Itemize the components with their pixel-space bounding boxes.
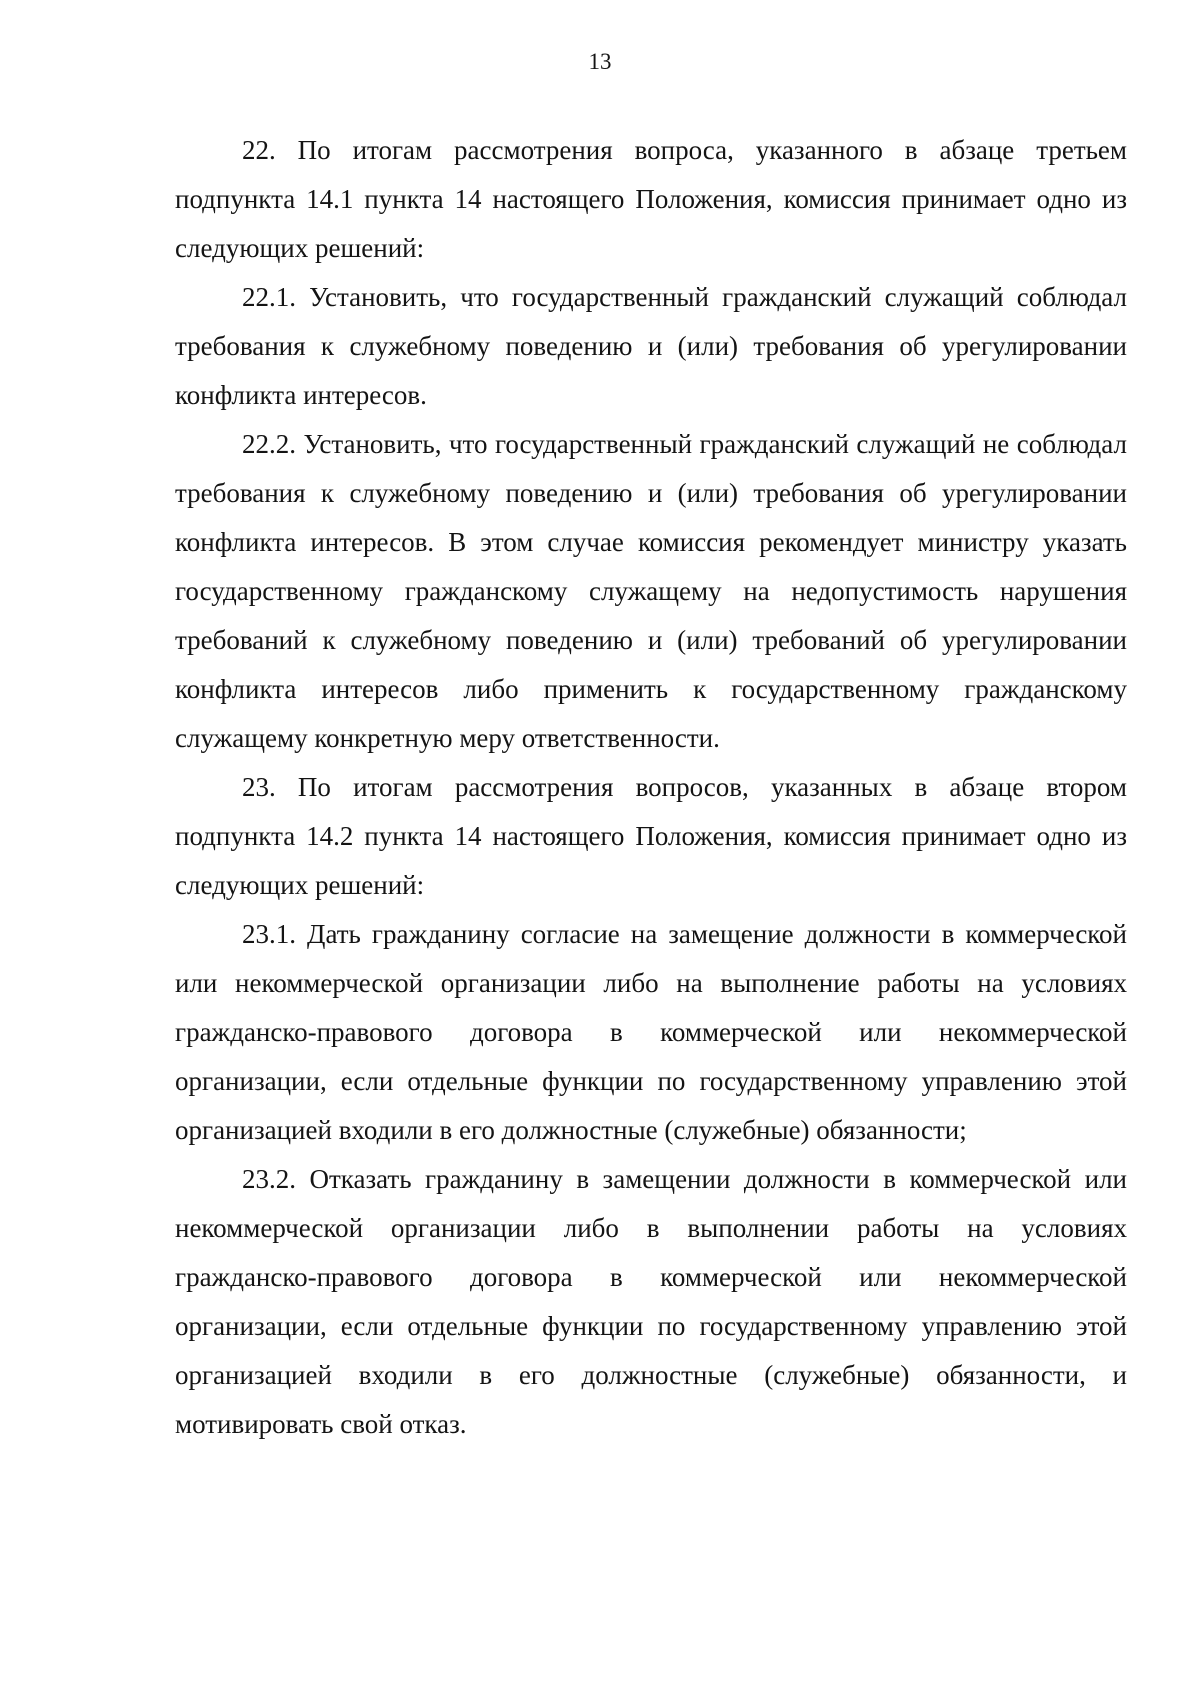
paragraph-22-1: 22.1. Установить, что государственный гражданский служащий соблюдал требования к служебному поведению и (или) требования об урегулировании конфликта интересов.	[175, 282, 1127, 410]
paragraph-22-2: 22.2. Установить, что государственный гражданский служащий не соблюдал требования к служебному поведению и (или) требования об урегулировании конфликта интересов. В этом случае комиссия рекомендует министру указать государственному гражданскому служащему на недопустимость нарушения требований к служебному поведению и (или) требований об урегулировании конфликта интересов либо применить к государственному гражданскому служащему конкретную меру ответственности.	[175, 429, 1127, 753]
paragraph-23-2: 23.2. Отказать гражданину в замещении должности в коммерческой или некоммерческой организации либо в выполнении работы на условиях гражданско-правового договора в коммерческой или некоммерческой организации, если отдельные функции по государственному управлению этой организацией входили в его должностные (служебные) обязанности, и мотивировать свой отказ.	[175, 1164, 1127, 1439]
document-body	[175, 126, 1127, 1449]
paragraph-23: 23. По итогам рассмотрения вопросов, указанных в абзаце втором подпункта 14.2 пункта 14 настоящего Положения, комиссия принимает одно из следующих решений:	[175, 772, 1127, 900]
page-number: 13	[588, 49, 612, 74]
paragraph-23-1: 23.1. Дать гражданину согласие на замещение должности в коммерческой или некоммерческой организации либо на выполнение работы на условиях гражданско-правового договора в коммерческой или некоммерческой организации, если отдельные функции по государственному управлению этой организацией входили в его должностные (служебные) обязанности;	[175, 919, 1127, 1145]
paragraph-22: 22. По итогам рассмотрения вопроса, указанного в абзаце третьем подпункта 14.1 пункта 14 настоящего Положения, комиссия принимает одно из следующих решений:	[175, 135, 1127, 263]
